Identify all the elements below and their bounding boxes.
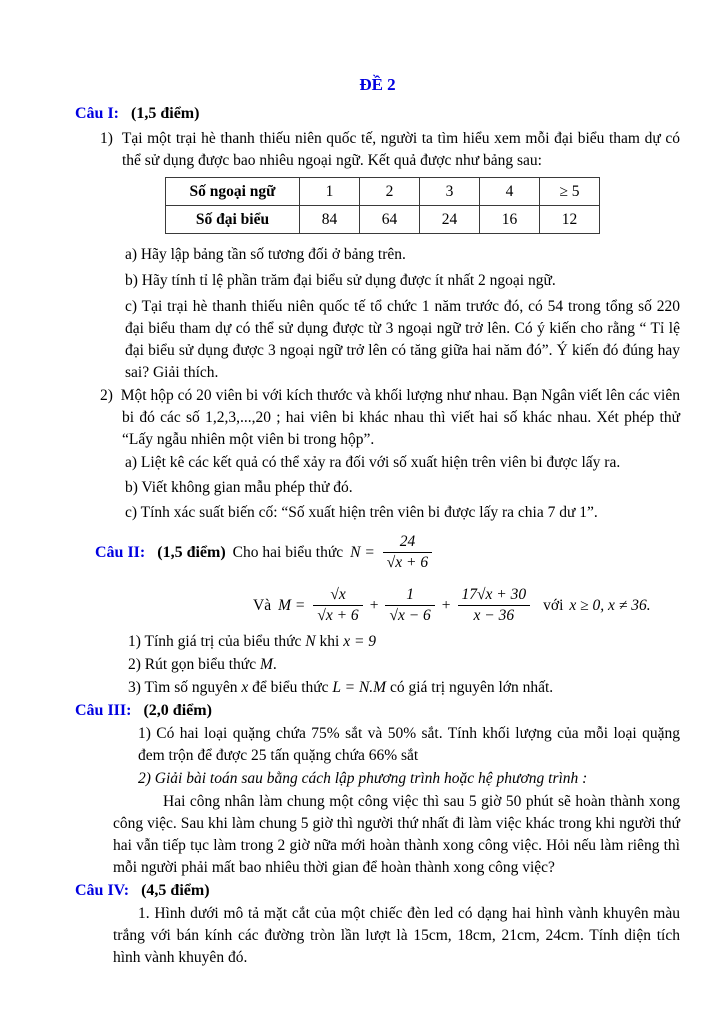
section-points: (2,0 điểm) (143, 702, 212, 719)
math-var: M (259, 656, 273, 673)
text-run: 1) Tính giá trị của biểu thức (128, 633, 306, 650)
table-cell: 2 (360, 178, 420, 206)
table-cell: 1 (300, 178, 360, 206)
table-cell: 4 (480, 178, 540, 206)
table-row-label: Số đại biểu (166, 206, 300, 234)
math-expression: L = N.M (332, 679, 387, 696)
document-title: ĐỀ 2 (359, 75, 396, 94)
text-run: 3) Tìm số nguyên (128, 679, 242, 696)
text-run: 2) Rút gọn biểu thức (128, 656, 260, 673)
plus-operator: + (441, 596, 451, 614)
question-iv-1: 1. Hình dưới mô tả mặt cắt của một chiếc đèn led có dạng hai hình vành khuyên màu trắng với bán kính các đường tròn lần lượt là 15cm, 18cm, 21cm, 24cm. Tính diện tích hình vành khuyên đó. (113, 905, 680, 966)
text-run: để biểu thức (248, 679, 333, 696)
fraction-numerator: 1 (406, 586, 414, 603)
formula-m-line (253, 585, 680, 626)
fraction-n (383, 532, 432, 573)
fraction-denominator: x − 36 (458, 605, 531, 626)
fraction-m3 (458, 585, 531, 626)
question-1a: a) Hãy lập bảng tần số tương đối ở bảng trên. (125, 246, 406, 263)
plus-operator: + (369, 596, 379, 614)
table-cell: 12 (540, 206, 600, 234)
section-points: (1,5 điểm) (131, 105, 200, 122)
section-heading-cau-ii (95, 532, 680, 573)
section-label: Câu III: (75, 702, 132, 719)
table-cell: ≥ 5 (540, 178, 600, 206)
fraction-m1 (313, 585, 362, 626)
question-2-intro: 2) Một hộp có 20 viên bi với kích thước và khối lượng như nhau. Bạn Ngân viết lên các viên bi đó các số 1,2,3,...,20 ; hai viên bi khác nhau thì viết hai số khác nhau. Xét phép thử “Lấy ngẫu nhiên một viên bi trong hộp”. (100, 387, 680, 448)
section-points: (4,5 điểm) (141, 882, 210, 899)
question-iii-1: 1) Có hai loại quặng chứa 75% sắt và 50% sắt. Tính khối lượng của mỗi loại quặng đem trộn để được 25 tấn quặng chứa 66% sắt (138, 725, 680, 764)
question-1c: c) Tại trại hè thanh thiếu niên quốc tế tổ chức 1 năm trước đó, có 54 trong tổng số 220 đại biểu tham dự có thể sử dụng được từ 3 ngoại ngữ trở lên. Có ý kiến cho rằng “ Tỉ lệ đại biểu sử dụng được 3 ngoại ngữ trở lên có tăng giữa hai năm đó”. Ý kiến đó đúng hay sai? Giải thích. (125, 298, 680, 381)
condition-math: x ≥ 0, x ≠ 36. (569, 596, 651, 614)
question-ii-3 (128, 677, 680, 699)
section-points: (1,5 điểm) (157, 543, 226, 561)
frequency-table (165, 177, 600, 234)
math-expression: x = 9 (343, 633, 377, 650)
table-row-values (166, 206, 600, 234)
fraction-numerator: 24 (399, 533, 416, 550)
fraction-numerator: 17√x + 30 (461, 586, 527, 603)
fraction-denominator: √x + 6 (383, 552, 432, 573)
text-run: khi (315, 633, 344, 650)
question-iii-2: 2) Giải bài toán sau bằng cách lập phương trình hoặc hệ phương trình : (138, 770, 588, 787)
section-label: Câu II: (95, 543, 146, 561)
formula-n-lhs: N = (350, 543, 375, 561)
formula-m-lhs: M = (278, 596, 306, 614)
math-var: N (305, 633, 316, 650)
condition-prefix: với (543, 596, 564, 614)
fraction-denominator: √x + 6 (313, 605, 362, 626)
question-ii-2 (128, 654, 680, 676)
question-2c: c) Tính xác suất biến cố: “Số xuất hiện trên viên bi được lấy ra chia 7 dư 1”. (125, 504, 598, 521)
section-label: Câu IV: (75, 882, 130, 899)
text-run: . (272, 656, 277, 673)
table-header-label: Số ngoại ngữ (166, 178, 300, 206)
question-1-intro: 1) Tại một trại hè thanh thiếu niên quốc tế, người ta tìm hiểu xem mỗi đại biểu tham dự có thể sử dụng được bao nhiêu ngoại ngữ. Kết quả được như bảng sau: (100, 130, 680, 169)
formula-m-prefix: Và (253, 596, 272, 614)
question-ii-1 (128, 631, 680, 653)
formula-intro-text: Cho hai biểu thức (232, 543, 344, 561)
table-cell: 24 (420, 206, 480, 234)
table-cell: 16 (480, 206, 540, 234)
section-heading-cau-i (75, 103, 680, 125)
math-var: x (241, 679, 249, 696)
question-2a: a) Liệt kê các kết quả có thể xảy ra đối với số xuất hiện trên viên bi được lấy ra. (125, 454, 621, 471)
section-heading-cau-iii (75, 700, 680, 722)
section-heading-cau-iv (75, 880, 680, 902)
question-1b: b) Hãy tính tỉ lệ phần trăm đại biểu sử dụng được ít nhất 2 ngoại ngữ. (125, 272, 556, 289)
question-2b: b) Viết không gian mẫu phép thử đó. (125, 479, 353, 496)
table-cell: 64 (360, 206, 420, 234)
table-cell: 3 (420, 178, 480, 206)
fraction-denominator: √x − 6 (385, 605, 434, 626)
table-cell: 84 (300, 206, 360, 234)
section-label: Câu I: (75, 105, 120, 122)
word-problem-paragraph: Hai công nhân làm chung một công việc thì sau 5 giờ 50 phút sẽ hoàn thành xong công việc. Sau khi làm chung 5 giờ thì người thứ nhất đi làm việc khác trong khi người thứ hai vẫn tiếp tục làm trong 2 giờ nữa mới hoàn thành xong công việc. Hỏi nếu làm riêng thì mỗi người phải mất bao nhiêu thời gian để hoàn thành xong công việc? (113, 793, 680, 876)
table-row-header (166, 178, 600, 206)
fraction-m2 (385, 585, 434, 626)
fraction-numerator: √x (330, 586, 346, 603)
text-run: có giá trị nguyên lớn nhất. (386, 679, 554, 696)
